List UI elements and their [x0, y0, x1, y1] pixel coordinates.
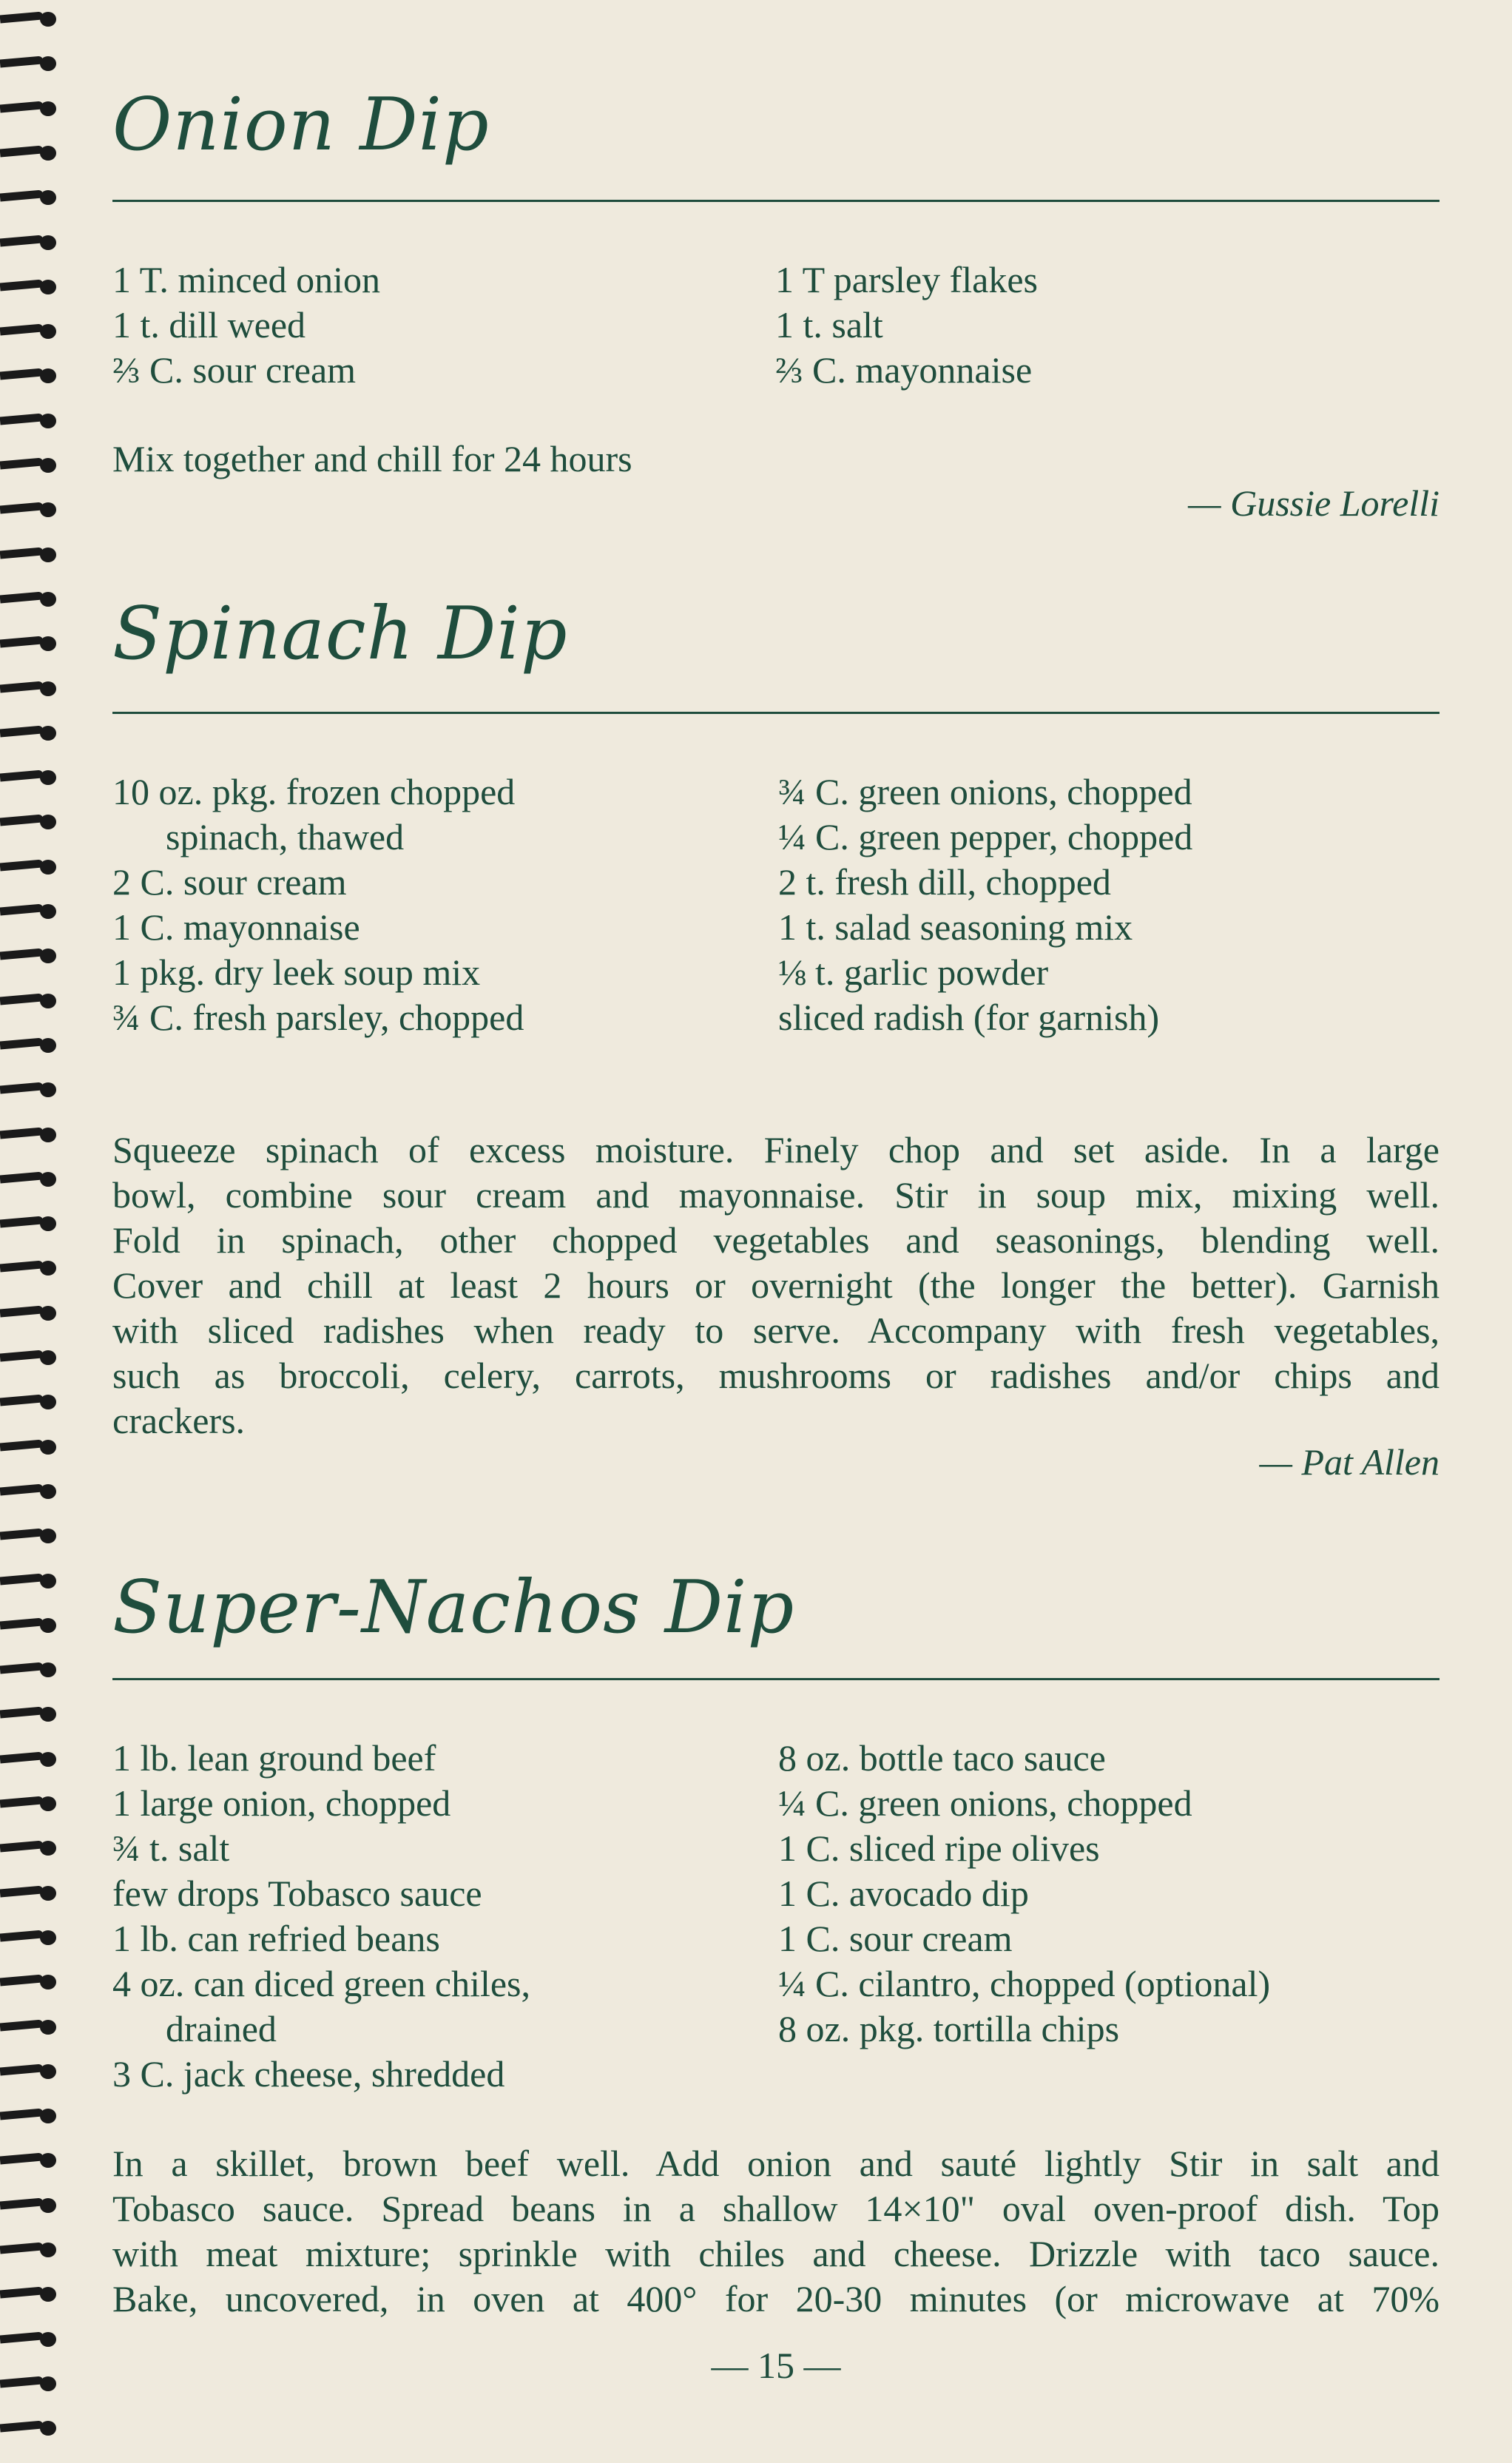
ingredient: few drops Tobasco sauce — [112, 1873, 482, 1914]
spiral-coil — [0, 678, 59, 695]
spiral-coil — [0, 1526, 59, 1542]
binding-hole — [40, 949, 56, 963]
ingredient: 3 C. jack cheese, shredded — [112, 2053, 505, 2095]
coil-wire — [0, 2242, 43, 2254]
binding-hole — [40, 56, 56, 71]
spiral-coil — [0, 589, 59, 605]
spiral-coil — [0, 2240, 59, 2256]
binding-hole — [40, 1618, 56, 1633]
ingredient: 8 oz. pkg. tortilla chips — [778, 2008, 1120, 2049]
recipe-author-onion-dip: — Gussie Lorelli — [1188, 482, 1440, 524]
binding-hole — [40, 414, 56, 428]
binding-hole — [40, 592, 56, 607]
coil-wire — [0, 1662, 43, 1674]
spiral-coil — [0, 455, 59, 471]
spiral-coil — [0, 812, 59, 828]
coil-wire — [0, 324, 43, 336]
coil-wire — [0, 1573, 43, 1585]
directions-line: with meat mixture; sprinkle with chiles and cheese. Drizzle with taco sauce. — [112, 2233, 1440, 2274]
spiral-coil — [0, 2061, 59, 2078]
spiral-coil — [0, 143, 59, 159]
coil-wire — [0, 770, 43, 782]
coil-wire — [0, 547, 43, 559]
coil-wire — [0, 1216, 43, 1228]
ingredients-left-super-nachos-dip — [112, 1736, 530, 2097]
spiral-coil — [0, 2418, 59, 2434]
ingredient: 10 oz. pkg. frozen chopped — [112, 771, 516, 812]
coil-wire — [0, 725, 43, 737]
coil-wire — [0, 636, 43, 648]
ingredient: ¼ C. green pepper, chopped — [778, 816, 1193, 857]
coil-wire — [0, 2331, 43, 2343]
binding-hole — [40, 146, 56, 161]
spiral-coil — [0, 1927, 59, 1944]
binding-hole — [40, 280, 56, 294]
ingredient: ⅔ C. sour cream — [112, 349, 357, 391]
spiral-coil — [0, 1347, 59, 1364]
spiral-coil — [0, 98, 59, 115]
coil-wire — [0, 815, 43, 826]
ingredient: ⅛ t. garlic powder — [778, 951, 1049, 993]
spiral-coil — [0, 2329, 59, 2345]
binding-hole — [40, 681, 56, 696]
spiral-coil — [0, 1213, 59, 1230]
spiral-coil — [0, 946, 59, 962]
ingredient: 8 oz. bottle taco sauce — [778, 1737, 1106, 1779]
coil-wire — [0, 413, 43, 425]
binding-hole — [40, 1574, 56, 1588]
spiral-binding — [0, 0, 67, 2463]
spiral-coil — [0, 2195, 59, 2211]
spiral-coil — [0, 411, 59, 427]
ingredient: 1 pkg. dry leek soup mix — [112, 951, 481, 993]
spiral-coil — [0, 1481, 59, 1497]
binding-hole — [40, 1082, 56, 1097]
spiral-coil — [0, 767, 59, 784]
spiral-coil — [0, 1392, 59, 1408]
ingredient: 1 T. minced onion — [112, 259, 380, 300]
directions-spinach-dip — [112, 1128, 1440, 1443]
coil-wire — [0, 1930, 43, 1941]
binding-hole — [40, 2421, 56, 2436]
binding-hole — [40, 502, 56, 517]
directions-line: Mix together and chill for 24 hours — [112, 438, 632, 479]
directions-line: Tobasco sauce. Spread beans in a shallow 14×10" oval oven-proof dish. Top — [112, 2188, 1440, 2229]
ingredients-left-onion-dip — [112, 257, 380, 393]
binding-hole — [40, 1529, 56, 1543]
ingredient: 1 lb. lean ground beef — [112, 1737, 436, 1779]
binding-hole — [40, 1038, 56, 1053]
binding-hole — [40, 770, 56, 785]
ingredient: 1 C. avocado dip — [778, 1873, 1029, 1914]
spiral-coil — [0, 901, 59, 917]
coil-wire — [0, 2153, 43, 2165]
spiral-coil — [0, 321, 59, 337]
coil-wire — [0, 1751, 43, 1763]
coil-wire — [0, 591, 43, 603]
recipe-title-onion-dip: Onion Dip — [112, 83, 490, 167]
title-divider — [112, 1678, 1440, 1680]
binding-hole — [40, 2109, 56, 2123]
spiral-coil — [0, 187, 59, 203]
binding-hole — [40, 1886, 56, 1901]
ingredients-right-super-nachos-dip — [778, 1736, 1270, 2052]
coil-wire — [0, 2197, 43, 2209]
coil-wire — [0, 2019, 43, 2031]
title-divider — [112, 200, 1440, 202]
binding-hole — [40, 994, 56, 1008]
coil-wire — [0, 368, 43, 380]
directions-line: such as broccoli, celery, carrots, mushrooms or radishes and/or chips and — [112, 1355, 1440, 1396]
spiral-coil — [0, 2284, 59, 2300]
spiral-coil — [0, 1169, 59, 1185]
spiral-coil — [0, 9, 59, 25]
binding-hole — [40, 726, 56, 741]
coil-wire — [0, 1529, 43, 1540]
binding-hole — [40, 1440, 56, 1455]
coil-wire — [0, 1617, 43, 1629]
coil-wire — [0, 101, 43, 112]
directions-line: In a skillet, brown beef well. Add onion and sauté lightly Stir in salt and — [112, 2143, 1440, 2184]
ingredient: ¾ C. green onions, chopped — [778, 771, 1192, 812]
ingredient: 1 t. dill weed — [112, 304, 306, 346]
spiral-coil — [0, 1749, 59, 1765]
binding-hole — [40, 1216, 56, 1231]
binding-hole — [40, 1484, 56, 1499]
binding-hole — [40, 101, 56, 116]
binding-hole — [40, 2198, 56, 2213]
ingredient: spinach, thawed — [166, 816, 405, 857]
coil-wire — [0, 457, 43, 469]
binding-hole — [40, 815, 56, 829]
binding-hole — [40, 324, 56, 339]
coil-wire — [0, 1885, 43, 1897]
coil-wire — [0, 11, 43, 23]
binding-hole — [40, 1796, 56, 1811]
ingredient: 1 C. mayonnaise — [112, 906, 360, 948]
spiral-coil — [0, 2017, 59, 2033]
binding-hole — [40, 1395, 56, 1409]
spiral-coil — [0, 499, 59, 516]
spiral-coil — [0, 1793, 59, 1810]
directions-super-nachos-dip — [112, 2141, 1440, 2322]
binding-hole — [40, 1752, 56, 1767]
binding-hole — [40, 368, 56, 383]
coil-wire — [0, 1171, 43, 1183]
coil-wire — [0, 145, 43, 157]
directions-line: crackers. — [112, 1400, 246, 1441]
binding-hole — [40, 1975, 56, 1989]
directions-line: Bake, uncovered, in oven at 400° for 20-30 minutes (or microwave at 70% — [112, 2278, 1440, 2319]
ingredients-right-onion-dip — [775, 257, 1038, 393]
spiral-coil — [0, 1303, 59, 1319]
spiral-coil — [0, 991, 59, 1007]
coil-wire — [0, 502, 43, 514]
coil-wire — [0, 235, 43, 246]
binding-hole — [40, 2287, 56, 2302]
coil-wire — [0, 1707, 43, 1719]
coil-wire — [0, 903, 43, 915]
binding-hole — [40, 2376, 56, 2391]
spiral-coil — [0, 1883, 59, 1899]
directions-line: with sliced radishes when ready to serve. Accompany with fresh vegetables, — [112, 1310, 1440, 1351]
binding-hole — [40, 1841, 56, 1856]
binding-hole — [40, 2020, 56, 2035]
coil-wire — [0, 1350, 43, 1361]
ingredient: 1 t. salt — [775, 304, 883, 346]
coil-wire — [0, 1439, 43, 1451]
coil-wire — [0, 56, 43, 68]
coil-wire — [0, 1395, 43, 1406]
spiral-coil — [0, 545, 59, 561]
binding-hole — [40, 190, 56, 205]
binding-hole — [40, 2332, 56, 2347]
spiral-coil — [0, 2150, 59, 2166]
ingredient: 1 t. salad seasoning mix — [778, 906, 1133, 948]
ingredient: 1 T parsley flakes — [775, 259, 1039, 300]
spiral-coil — [0, 1704, 59, 1720]
spiral-coil — [0, 1437, 59, 1453]
coil-wire — [0, 2287, 43, 2299]
ingredient: 1 C. sliced ripe olives — [778, 1827, 1100, 1869]
coil-wire — [0, 681, 43, 693]
page-number: — 15 — — [711, 2345, 841, 2386]
binding-hole — [40, 1128, 56, 1142]
coil-wire — [0, 859, 43, 871]
spiral-coil — [0, 1660, 59, 1676]
coil-wire — [0, 1796, 43, 1807]
spiral-coil — [0, 2106, 59, 2122]
spiral-coil — [0, 723, 59, 739]
coil-wire — [0, 279, 43, 291]
ingredient: 2 C. sour cream — [112, 861, 347, 903]
spiral-coil — [0, 1615, 59, 1631]
coil-wire — [0, 1127, 43, 1139]
binding-hole — [40, 12, 56, 27]
recipe-title-spinach-dip: Spinach Dip — [112, 592, 568, 676]
coil-wire — [0, 190, 43, 202]
binding-hole — [40, 1172, 56, 1187]
directions-line: Squeeze spinach of excess moisture. Finely chop and set aside. In a large — [112, 1129, 1440, 1170]
ingredient: sliced radish (for garnish) — [778, 997, 1160, 1038]
coil-wire — [0, 993, 43, 1005]
ingredients-left-spinach-dip — [112, 769, 524, 1040]
ingredient: 4 oz. can diced green chiles, — [112, 1963, 531, 2004]
title-divider — [112, 712, 1440, 714]
ingredients-right-spinach-dip — [778, 769, 1192, 1040]
binding-hole — [40, 860, 56, 875]
binding-hole — [40, 1662, 56, 1677]
binding-hole — [40, 2064, 56, 2079]
coil-wire — [0, 949, 43, 960]
ingredient: 1 lb. can refried beans — [112, 1918, 440, 1959]
ingredient: 2 t. fresh dill, chopped — [778, 861, 1111, 903]
binding-hole — [40, 1306, 56, 1321]
spiral-coil — [0, 277, 59, 293]
binding-hole — [40, 458, 56, 473]
directions-line: Cover and chill at least 2 hours or overnight (the longer the better). Garnish — [112, 1264, 1440, 1306]
coil-wire — [0, 2063, 43, 2075]
binding-hole — [40, 235, 56, 250]
spiral-coil — [0, 232, 59, 249]
coil-wire — [0, 1037, 43, 1049]
coil-wire — [0, 2376, 43, 2388]
binding-hole — [40, 1350, 56, 1365]
coil-wire — [0, 1305, 43, 1317]
coil-wire — [0, 2109, 43, 2120]
spiral-coil — [0, 53, 59, 70]
binding-hole — [40, 904, 56, 919]
coil-wire — [0, 2421, 43, 2433]
binding-hole — [40, 1930, 56, 1945]
binding-hole — [40, 1707, 56, 1722]
binding-hole — [40, 1261, 56, 1276]
spiral-coil — [0, 1838, 59, 1854]
spiral-coil — [0, 1035, 59, 1051]
recipe-author-spinach-dip: — Pat Allen — [1259, 1441, 1440, 1483]
coil-wire — [0, 1082, 43, 1094]
binding-hole — [40, 2153, 56, 2168]
ingredient: ¼ C. cilantro, chopped (optional) — [778, 1963, 1271, 2004]
spiral-coil — [0, 1125, 59, 1141]
spiral-coil — [0, 1972, 59, 1988]
directions-onion-dip — [112, 437, 1440, 482]
ingredient: ¾ C. fresh parsley, chopped — [112, 997, 524, 1038]
ingredient: 1 C. sour cream — [778, 1918, 1013, 1959]
spiral-coil — [0, 1571, 59, 1587]
spiral-coil — [0, 1079, 59, 1096]
spiral-coil — [0, 365, 59, 382]
coil-wire — [0, 1841, 43, 1853]
spiral-coil — [0, 1258, 59, 1274]
recipe-title-super-nachos-dip: Super-Nachos Dip — [112, 1566, 795, 1650]
spiral-coil — [0, 633, 59, 650]
coil-wire — [0, 1261, 43, 1273]
directions-line: Fold in spinach, other chopped vegetables and seasonings, blending well. — [112, 1219, 1440, 1261]
ingredient: ¾ t. salt — [112, 1827, 230, 1869]
coil-wire — [0, 1975, 43, 1987]
spiral-coil — [0, 857, 59, 873]
ingredient: drained — [166, 2008, 277, 2049]
coil-wire — [0, 1483, 43, 1495]
directions-line: bowl, combine sour cream and mayonnaise. Stir in soup mix, mixing well. — [112, 1174, 1440, 1216]
ingredient: ⅔ C. mayonnaise — [775, 349, 1033, 391]
binding-hole — [40, 547, 56, 562]
binding-hole — [40, 2243, 56, 2257]
binding-hole — [40, 636, 56, 651]
spiral-coil — [0, 2373, 59, 2390]
ingredient: ¼ C. green onions, chopped — [778, 1782, 1192, 1824]
ingredient: 1 large onion, chopped — [112, 1782, 451, 1824]
